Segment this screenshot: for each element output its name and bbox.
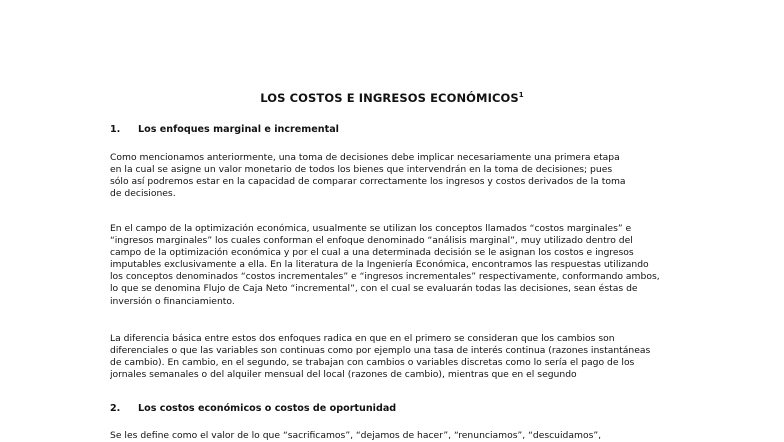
paragraph-line: en la cual se asigne un valor monetario de todos los bienes que intervendrán en la toma de decisiones; pues — [110, 164, 613, 176]
paragraph-line: los conceptos denominados “costos incrementales” e “ingresos incrementales” respectivamente, conformando ambos, — [110, 271, 660, 283]
paragraph-line: Como mencionamos anteriormente, una toma de decisiones debe implicar necesariamente una primera etapa — [110, 152, 620, 163]
paragraph-3 — [110, 333, 675, 381]
page-title — [0, 91, 784, 105]
section-heading-1 — [110, 124, 339, 135]
paragraph-line: campo de la optimización económica y por el cual a una determinada decisión se le asignan los costos e ingresos — [110, 247, 634, 259]
section-number: 1. — [110, 124, 121, 135]
paragraph-line: imputables exclusivamente a ella. En la literatura de la Ingeniería Económica, encontramos las respuestas utilizando — [110, 259, 649, 271]
paragraph-line: Se les define como el valor de lo que “sacrificamos”, “dejamos de hacer”, “renunciamos”, “descuidamos”, — [110, 430, 602, 441]
paragraph-line: de decisiones. — [110, 188, 176, 200]
title-footnote-marker: 1 — [518, 91, 524, 100]
paragraph-line: lo que se denomina Flujo de Caja Neto “incremental”, con el cual se evaluarán todas las decisiones, sean éstas de — [110, 283, 638, 295]
paragraph-line: jornales semanales o del alquiler mensual del local (razones de cambio), mientras que en el segundo — [110, 369, 577, 381]
paragraph-line: La diferencia básica entre estos dos enfoques radica en que en el primero se consideran que los cambios son — [110, 333, 615, 344]
paragraph-line: sólo así podremos estar en la capacidad de comparar correctamente los ingresos y costos derivados de la toma — [110, 176, 626, 188]
paragraph-line: En el campo de la optimización económica, usualmente se utilizan los conceptos llamados “costos marginales” e — [110, 223, 632, 234]
section-heading-text: Los costos económicos o costos de oportunidad — [138, 403, 397, 414]
paragraph-4 — [110, 430, 675, 442]
paragraph-line: diferenciales o que las variables son continuas como por ejemplo una tasa de interés continua (razones instantáneas — [110, 345, 651, 357]
section-heading-text: Los enfoques marginal e incremental — [138, 124, 339, 135]
paragraph-line: inversión o financiamiento. — [110, 295, 235, 307]
paragraph-line: “ingresos marginales” los cuales conforman el enfoque denominado “análisis marginal”, muy utilizado dentro del — [110, 235, 633, 247]
section-heading-2 — [110, 403, 396, 414]
section-number: 2. — [110, 403, 121, 414]
paragraph-2 — [110, 223, 675, 308]
paragraph-line: de cambio). En cambio, en el segundo, se trabajan con cambios o variables discretas como lo sería el pago de los — [110, 357, 635, 369]
paragraph-1 — [110, 152, 675, 200]
title-text: LOS COSTOS E INGRESOS ECONÓMICOS — [260, 91, 519, 105]
